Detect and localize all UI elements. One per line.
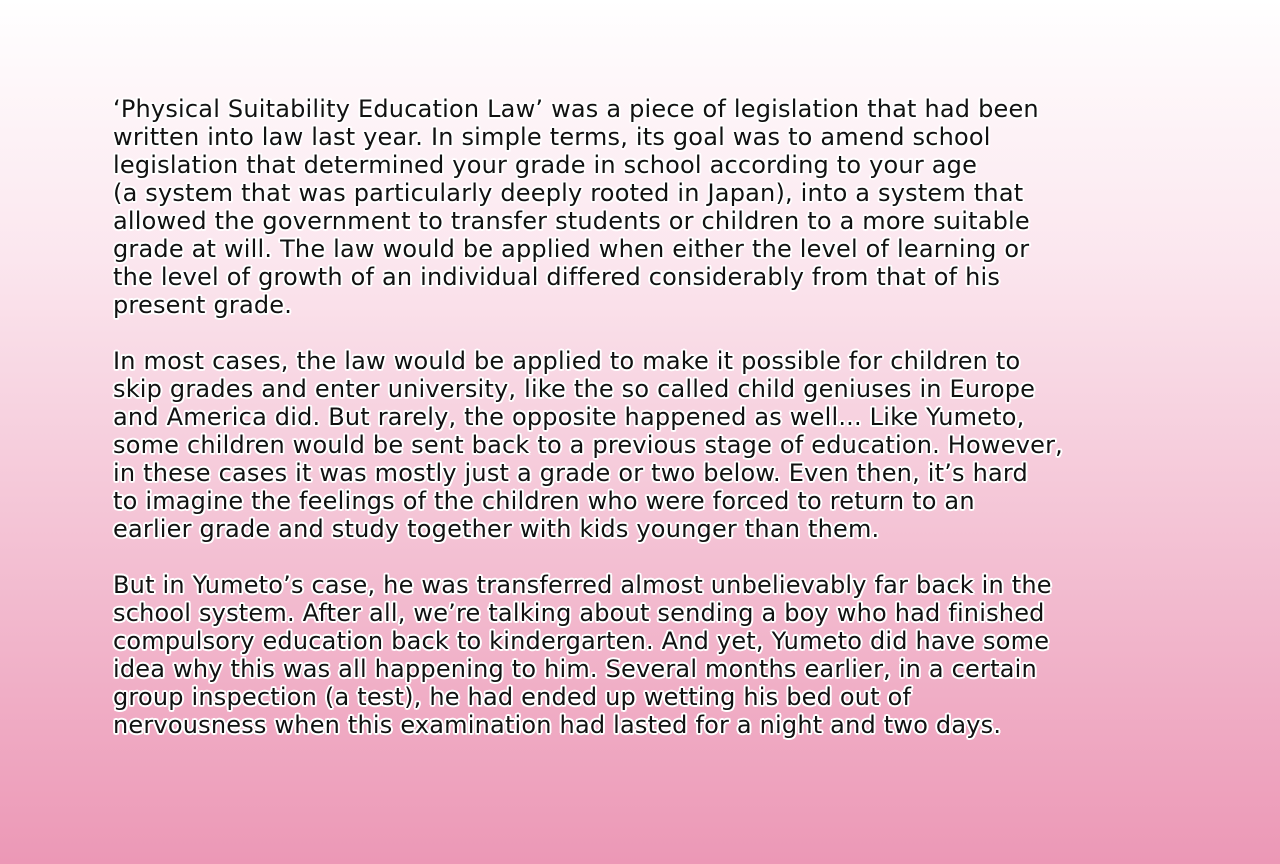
paragraph-2 [113, 347, 1223, 543]
text-line: school system. After all, we’re talking about sending a boy who had finished [113, 599, 1045, 627]
text-line: In most cases, the law would be applied to make it possible for children to [113, 347, 1021, 375]
text-line: group inspection (a test), he had ended up wetting his bed out of [113, 683, 912, 711]
text-line: written into law last year. In simple terms, its goal was to amend school [113, 123, 991, 151]
paragraph-3 [113, 571, 1223, 739]
text-line: some children would be sent back to a previous stage of education. However, [113, 431, 1063, 459]
text-line: earlier grade and study together with kids younger than them. [113, 515, 880, 543]
text-line: nervousness when this examination had lasted for a night and two days. [113, 711, 1002, 739]
paragraph-1 [113, 95, 1223, 319]
text-line: allowed the government to transfer students or children to a more suitable [113, 207, 1030, 235]
text-line: legislation that determined your grade in school according to your age [113, 151, 978, 179]
text-line: the level of growth of an individual differed considerably from that of his [113, 263, 1001, 291]
text-line: and America did. But rarely, the opposite happened as well... Like Yumeto, [113, 403, 1025, 431]
text-line: to imagine the feelings of the children who were forced to return to an [113, 487, 975, 515]
text-line: ‘Physical Suitability Education Law’ was a piece of legislation that had been [113, 95, 1039, 123]
text-line: idea why this was all happening to him. Several months earlier, in a certain [113, 655, 1037, 683]
text-line: (a system that was particularly deeply rooted in Japan), into a system that [113, 179, 1024, 207]
text-line: grade at will. The law would be applied when either the level of learning or [113, 235, 1030, 263]
text-line: skip grades and enter university, like the so called child geniuses in Europe [113, 375, 1036, 403]
story-text-block [113, 95, 1223, 767]
text-line: in these cases it was mostly just a grade or two below. Even then, it’s hard [113, 459, 1028, 487]
text-line: compulsory education back to kindergarten. And yet, Yumeto did have some [113, 627, 1050, 655]
text-line: present grade. [113, 291, 293, 319]
text-line: But in Yumeto’s case, he was transferred almost unbelievably far back in the [113, 571, 1052, 599]
